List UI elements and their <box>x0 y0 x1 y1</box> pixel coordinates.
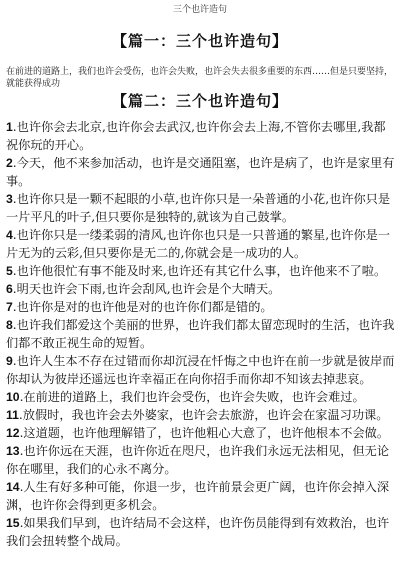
item-text: .也许人生本不存在过错而你却沉浸在忏悔之中也许在前一步就是彼岸而你却认为彼岸还遥远也许幸福正在向你招手而你却不知该去掉悲哀。 <box>6 354 395 386</box>
item-text: .也许你是对的也许他是对的也许你们都是错的。 <box>12 300 273 314</box>
item-number: 2 <box>6 156 13 170</box>
list-item <box>6 226 396 262</box>
item-number: 6 <box>6 282 13 296</box>
item-text: .这道题，也许他理解错了，也许他粗心大意了，也许他根本不会做。 <box>19 426 390 440</box>
item-text: .也许你会去北京,也许你会去武汉,也许你会去上海,不管你去哪里,我都祝你玩的开心。 <box>6 120 386 152</box>
item-number: 14 <box>6 480 20 494</box>
item-text: .在前进的道路上，我们也许会受伤，也许会失败，也许会难过。 <box>19 390 365 404</box>
list-item <box>6 280 396 298</box>
list-item <box>6 190 396 226</box>
item-number: 12 <box>6 426 20 440</box>
item-number: 3 <box>6 192 13 206</box>
item-text: .也许你只是一缕柔弱的清风,也许你也只是一只普通的繁星,也许你是一片无为的云彩,但只要你是无二的,你就会是一成功的人。 <box>6 228 391 260</box>
item-text: .人生有好多种可能，你退一步，也许前景会更广阔，也许你会掉入深渊，也许你会得到更多机会。 <box>6 480 390 512</box>
list-item <box>6 154 396 190</box>
item-number: 9 <box>6 354 13 368</box>
item-number: 7 <box>6 300 13 314</box>
list-item <box>6 388 396 406</box>
item-number: 8 <box>6 318 13 332</box>
page-header-title: 三个也许造句 <box>172 5 227 15</box>
list-item <box>6 406 396 424</box>
item-text: .明天也许会下雨,也许会刮风,也许会是个大晴天。 <box>12 282 281 296</box>
item-number: 15 <box>6 516 20 530</box>
list-item <box>6 298 396 316</box>
sentence-list <box>6 118 396 550</box>
list-item <box>6 514 396 550</box>
section-1-paragraph: 在前进的道路上，我们也许会受伤，也许会失败，也许会失去很多重要的东西……但是只要坚持，就能获得成功 <box>6 67 394 89</box>
list-item <box>6 352 396 388</box>
list-item <box>6 118 396 154</box>
list-item <box>6 316 396 352</box>
item-number: 4 <box>6 228 13 242</box>
list-item <box>6 442 396 478</box>
item-text: .如果我们早到，也许结局不会这样，也许伤员能得到有效救治，也许我们会扭转整个战局。 <box>6 516 390 548</box>
section-heading-2: 【篇二：三个也许造句】 <box>111 92 288 110</box>
item-number: 5 <box>6 264 13 278</box>
item-text: .也许他很忙有事不能及时来,也许还有其它什么事，也许他来不了啦。 <box>12 264 387 278</box>
item-number: 13 <box>6 444 20 458</box>
item-text: .也许你只是一颗不起眼的小草,也许你只是一朵普通的小花,也许你只是一片平凡的叶子,但只要你是独特的,就该为自己鼓掌。 <box>6 192 391 224</box>
list-item <box>6 478 396 514</box>
item-number: 1 <box>6 120 13 134</box>
item-text: .也许我们都爱这个美丽的世界，也许我们都太留恋现时的生活，也许我们都不敢正视生命的短暂。 <box>6 318 395 350</box>
section-heading-1: 【篇一：三个也许造句】 <box>111 32 288 50</box>
item-text: .放假时，我也许会去外婆家，也许会去旅游，也许会在家温习功课。 <box>18 408 389 422</box>
list-item <box>6 424 396 442</box>
item-number: 11 <box>6 408 19 422</box>
list-item <box>6 262 396 280</box>
item-text: .也许你远在天涯，也许你近在咫尺，也许我们永远无法相见，但无论你在哪里，我们的心永不离分。 <box>6 444 390 476</box>
item-text: .今天，他不来参加活动，也许是交通阻塞，也许是病了，也许是家里有事。 <box>6 156 395 188</box>
item-number: 10 <box>6 390 20 404</box>
